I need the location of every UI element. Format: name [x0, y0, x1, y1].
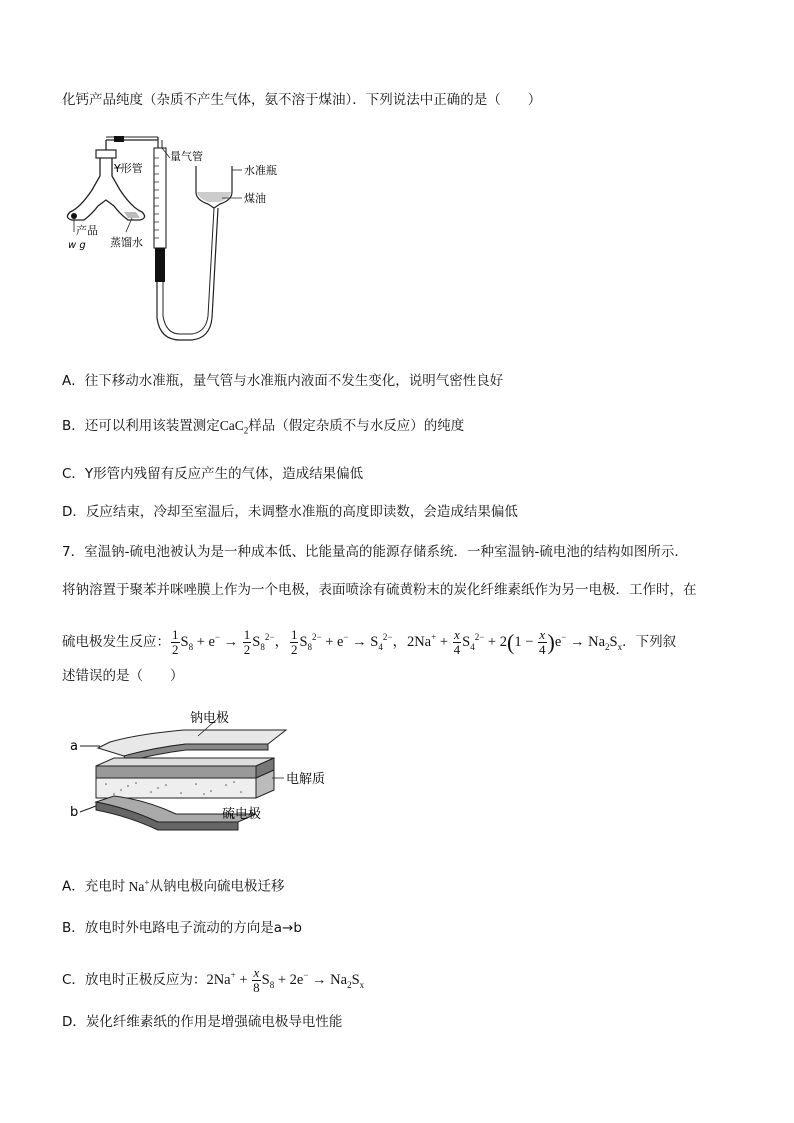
- lead-a-label: a: [70, 739, 78, 754]
- q6-option-d: D．反应结束，冷却至室温后，未调整水准瓶的高度即读数，会造成结果偏低: [62, 504, 518, 520]
- q7-line-4: 述错误的是（ ）: [62, 668, 184, 684]
- q7-line-3: [62, 617, 676, 657]
- q7-line-3-suffix: ．下列叙: [622, 633, 677, 650]
- cac2-formula: CaC$_2$: [219, 418, 249, 436]
- water-label: 蒸馏水: [110, 236, 143, 249]
- sodium-electrode-label: 钠电极: [190, 711, 230, 726]
- y-tube-label: Y形管: [114, 162, 143, 175]
- battery-structure-figure: [66, 706, 356, 836]
- q6-option-a: A．往下移动水准瓶，量气管与水准瓶内液面不发生变化，说明气密性良好: [62, 373, 504, 389]
- q6-option-c: C．Y形管内残留有反应产生的气体，造成结果偏低: [62, 466, 364, 482]
- product-label: 产品: [76, 224, 98, 237]
- question-intro: 化钙产品纯度（杂质不产生气体，氨不溶于煤油）．下列说法中正确的是（ ）: [62, 92, 542, 108]
- gas-tube-label: 量气管: [170, 150, 203, 163]
- q7-option-c: C．放电时正极反应为：2Na+ + $\frac{x}{8}$ $S_8 + 2e^- \to Na_2S_x$: [62, 965, 365, 995]
- q7-line-1: 7．室温钠-硫电池被认为是一种成本低、比能量高的能源存储系统．一种室温钠-硫电池的结构如图所示．: [62, 544, 688, 560]
- mass-label: w g: [68, 240, 86, 251]
- q7-option-a: A．充电时 Na+从钠电极向硫电极迁移: [62, 877, 285, 895]
- q7-line-3-prefix: 硫电极发生反应：: [62, 633, 170, 650]
- q6-option-b-prefix: B．还可以利用该装置测定: [62, 418, 220, 434]
- q6-option-b-suffix: 样品（假定杂质不与水反应）的纯度: [248, 418, 465, 434]
- electrolyte-label: 电解质: [286, 772, 326, 787]
- lead-b-label: b: [70, 805, 79, 820]
- q7-line-2: 将钠溶置于聚苯并咪唑膜上作为一个电极，表面喷涂有硫黄粉末的炭化纤维素纸作为另一电极．工作时，在: [62, 582, 697, 598]
- sulfur-electrode-label: 硫电极: [222, 807, 262, 822]
- q6-option-b: [62, 416, 464, 441]
- q7-option-b: B．放电时外电路电子流动的方向是a→b: [62, 920, 302, 936]
- reaction-equations: $\frac{1}{2}$ $S_8 + e^-$ → $\frac{1}{2}$ $S_8^{2-}$， $\frac{1}{2}$ $S_8^{2-} + e^- \to S_4^{2-}$，2Na+ + $\frac{x}{4}$ $S_4^{2-} + 2(1$ − $\frac{x}{4}$ )$e^- \to Na_2S_x$: [172, 627, 623, 657]
- q7-option-d: D．炭化纤维素纸的作用是增强硫电极导电性能: [62, 1014, 343, 1030]
- water-bottle-label: 水准瓶: [244, 164, 277, 177]
- positive-electrode-equation: 2Na+ + $\frac{x}{8}$ $S_8 + 2e^- \to Na_2S_x$: [206, 965, 365, 995]
- gas-apparatus-figure: [62, 128, 322, 353]
- kerosene-label: 煤油: [244, 192, 266, 205]
